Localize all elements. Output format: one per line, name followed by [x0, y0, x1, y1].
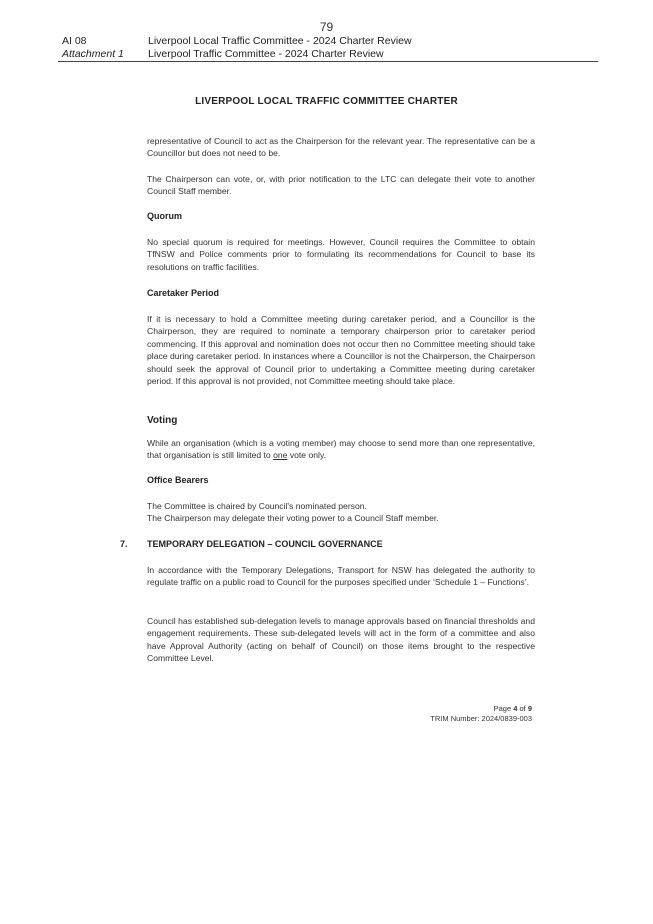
agenda-item-label: AI 08	[62, 35, 87, 47]
paragraph-representative: representative of Council to act as the Chairperson for the relevant year. The representative can be a Councillor but does not need to be.	[147, 136, 535, 159]
caretaker-heading: Caretaker Period	[147, 288, 220, 298]
paragraph-chairperson-vote: The Chairperson can vote, or, with prior notification to the LTC can delegate their vote to another Council Staff member.	[147, 174, 535, 197]
office-bearers-heading: Office Bearers	[147, 475, 209, 485]
header-right	[148, 35, 412, 61]
office-bearers-text: The Committee is chaired by Council's nominated person. The Chairperson may delegate their voting power to a Council Staff member.	[147, 501, 439, 524]
header-left	[62, 35, 124, 61]
header-title-1: Liverpool Local Traffic Committee - 2024 Charter Review	[148, 35, 412, 47]
section7-paragraph-2: Council has established sub-delegation levels to manage approvals based on financial thresholds and engagement requirements. These sub-delegated levels will act in the form of a committee and also have Approval Authority (acting on behalf of Council) on those items brought to the respective Committee Level.	[147, 616, 535, 664]
voting-heading: Voting	[147, 415, 178, 426]
voting-text: While an organisation (which is a voting member) may choose to send more than one representative, that organisation is still limited to one vote only.	[147, 438, 535, 461]
document-title: LIVERPOOL LOCAL TRAFFIC COMMITTEE CHARTER	[195, 96, 458, 107]
section-number: 7.	[120, 539, 128, 549]
quorum-text: No special quorum is required for meetings. However, Council requires the Committee to obtain TfNSW and Police comments prior to formulating its recommendations for Council to base its resolutions on traffic facilities.	[147, 237, 535, 272]
caretaker-text: If it is necessary to hold a Committee meeting during caretaker period, and a Councillor is the Chairperson, they are required to nominate a temporary chairperson prior to caretaker period commencing. If this approval and nomination does not occur then no Committee meeting should take place during caretaker period. In instances where a Councillor is not the Chairperson, the Chairperson should seek the approval of Council prior to undertaking a Committee meeting during caretaker period. If this approval is not provided, not Committee meeting should take place.	[147, 314, 535, 387]
voting-emphasis: one	[273, 450, 288, 461]
section-title: TEMPORARY DELEGATION – COUNCIL GOVERNANCE	[147, 539, 383, 549]
attachment-label: Attachment 1	[62, 48, 124, 60]
trim-number: TRIM Number: 2024/0839-003	[430, 714, 532, 723]
page-number: 79	[319, 20, 334, 34]
section7-paragraph-1: In accordance with the Temporary Delegations, Transport for NSW has delegated the authority to regulate traffic on a public road to Council for the purposes specified under ‘Schedule 1 – Functions’.	[147, 565, 535, 588]
page-footer	[380, 704, 532, 724]
page-indicator: Page 4 of 9	[493, 704, 532, 713]
header-title-2: Liverpool Traffic Committee - 2024 Charter Review	[148, 48, 384, 60]
quorum-heading: Quorum	[147, 211, 182, 221]
header-divider	[58, 61, 598, 62]
